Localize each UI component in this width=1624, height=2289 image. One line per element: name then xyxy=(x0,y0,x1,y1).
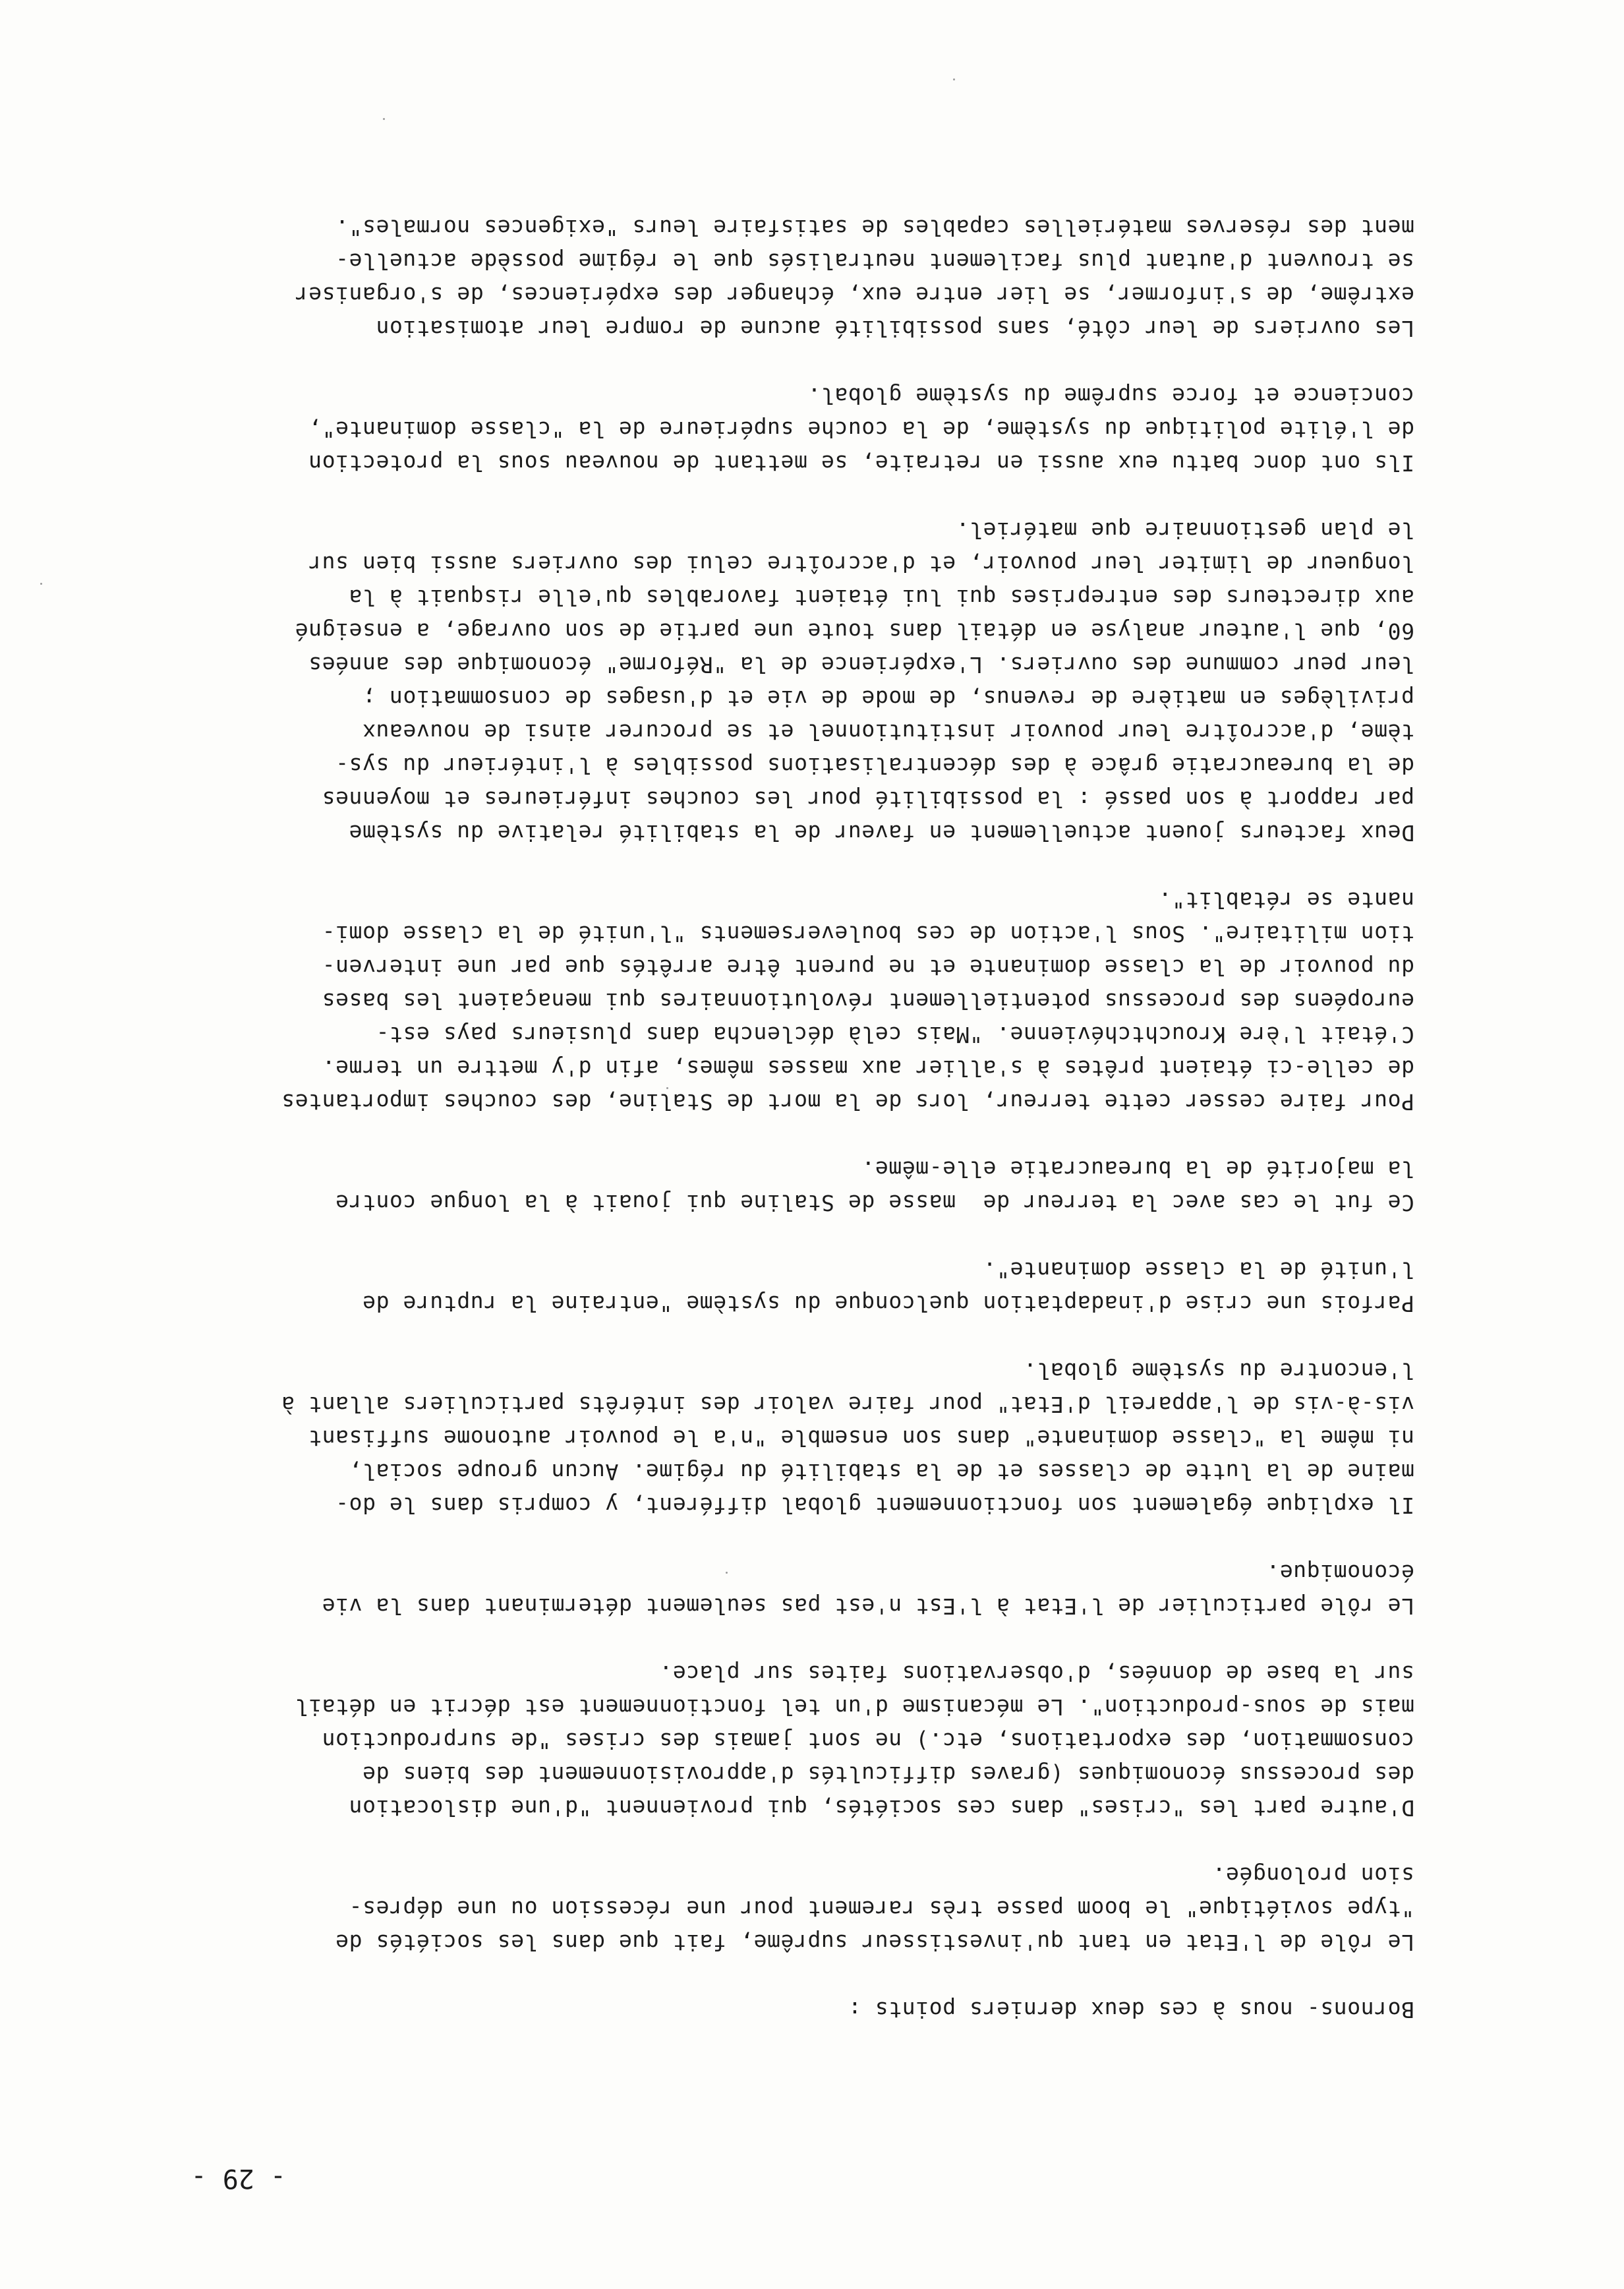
paragraph-spacer xyxy=(24,850,1414,883)
paragraph-spacer xyxy=(24,1522,1414,1556)
text-line: l'unité de la classe dominante". xyxy=(983,1257,1414,1283)
body-text xyxy=(24,211,1414,2027)
text-line: tème, d'accroître leur pouvoir institutionnel et se procurer ainsi de nouveaux xyxy=(362,719,1414,745)
text-line: vis-à-vis de l'appareil d'Etat" pour faire valoir des intérêts particuliers allant à xyxy=(281,1392,1414,1417)
text-line: par rapport à son passé : la possibilité pour les couches inférieures et moyennes xyxy=(322,787,1414,812)
page-number: - 29 - xyxy=(190,2163,286,2193)
paragraph xyxy=(24,1152,1414,1220)
text-line: se trouvent d'autant plus facilement neutralisés que le régime possède actuelle- xyxy=(335,249,1414,274)
text-line: privilèges en matière de revenus, de mode de vie et d'usages de consommation ; xyxy=(362,686,1414,711)
text-line: Deux facteurs jouent actuellement en faveur de la stabilité relative du système xyxy=(349,820,1414,846)
text-line: Le rôle particulier de l'Etat à l'Est n'est pas seulement déterminant dans la vie xyxy=(322,1593,1414,1619)
paragraph-spacer xyxy=(24,1623,1414,1657)
text-line: nante se rétablit". xyxy=(1158,887,1414,913)
paragraph-spacer xyxy=(24,1321,1414,1354)
paragraph xyxy=(24,1657,1414,1825)
paragraph xyxy=(24,1354,1414,1522)
text-line: de celle-ci étaient prêtes à s'allier aux masses mêmes, afin d'y mettre un terme. xyxy=(322,1055,1414,1081)
paragraph-spacer xyxy=(24,1220,1414,1253)
text-line: sur la base de données, d'observations faites sur place. xyxy=(658,1661,1414,1686)
text-line: de la bureaucratie grâce à des décentralisations possibles à l'intérieur du sys- xyxy=(335,753,1414,779)
text-line: la majorité de la bureaucratie elle-même. xyxy=(861,1156,1414,1182)
text-line: Parfois une crise d'inadaptation quelconque du système "entraine la rupture de xyxy=(362,1291,1414,1317)
text-line: européens des processus potentiellement révolutionnaires qui menaçaient les bases xyxy=(322,988,1414,1014)
text-line: tion militaire". Sous l'action de ces bouleversements "l'unité de la classe domi- xyxy=(322,921,1414,947)
text-line: D'autre part les "crises" dans ces sociétés, qui proviennent "d'une dislocation xyxy=(349,1795,1414,1821)
text-line: C'était l'ère Krouchtchévienne. "Mais celà déclencha dans plusieurs pays est- xyxy=(375,1022,1414,1048)
paragraph xyxy=(24,379,1414,480)
text-line: ni même la "classe dominante" dans son ensemble "n'a le pouvoir autonome suffisant xyxy=(308,1425,1414,1451)
text-line: longueur de limiter leur pouvoir, et d'accroître celui des ouvriers aussi bien sur xyxy=(308,551,1414,577)
text-line: 60, que l'auteur analyse en détail dans toute une partie de son ouvrage, a enseigné xyxy=(295,618,1414,644)
text-line: de l'élite politique du système, de la couche supérieure de la "classe dominante", xyxy=(308,417,1414,442)
text-line: du pouvoir de la classe dominante et ne purent être arrêtés que par une interven- xyxy=(322,955,1414,980)
text-line: Bornons- nous à ces deux derniers points : xyxy=(848,1997,1414,2023)
paragraph-spacer xyxy=(24,480,1414,514)
text-line: des processus économiques (graves difficultés d'approvisionnement des biens de xyxy=(362,1762,1414,1787)
paragraph-spacer xyxy=(24,1825,1414,1858)
text-line: l'encontre du système global. xyxy=(1023,1358,1414,1384)
text-line: aux directeurs des entreprises qui lui étaient favorables qu'elle risquait à la xyxy=(349,585,1414,610)
text-line: ment des réserves matérielles capables de satisfaire leurs "exigences normales". xyxy=(335,215,1414,241)
text-line: maine de la lutte de classes et de la stabilité du régime. Aucun groupe social, xyxy=(349,1459,1414,1485)
scan-speck xyxy=(726,1572,728,1574)
text-line: concience et force suprême du système global. xyxy=(807,383,1414,409)
text-line: économique. xyxy=(1265,1560,1414,1586)
scan-speck xyxy=(40,583,42,585)
text-line: leur peur commune des ouvriers. L'expérience de la "Réforme" économique des années xyxy=(308,652,1414,678)
text-line: Pour faire cesser cette terreur, lors de la mort de Staline, des couches importantes xyxy=(281,1089,1414,1115)
paragraph xyxy=(24,211,1414,345)
text-line: extrême, de s'informer, se lier entre eux, échanger des expériences, de s'organiser xyxy=(295,282,1414,308)
paragraph-spacer xyxy=(24,345,1414,379)
scan-speck xyxy=(953,78,955,80)
paragraph xyxy=(24,1253,1414,1321)
scan-speck xyxy=(666,1087,668,1089)
paragraph-spacer xyxy=(24,1119,1414,1152)
paragraph xyxy=(24,1858,1414,1959)
paragraph xyxy=(24,883,1414,1119)
text-line: Les ouvriers de leur côté, sans possibilité aucune de rompre leur atomisation xyxy=(375,316,1414,342)
text-line: "type soviétique" le boom passe très rarement pour une récession ou une dépres- xyxy=(349,1896,1414,1922)
text-line: Ils ont donc battu eux aussi en retraite, se mettant de nouveau sous la protection xyxy=(308,450,1414,476)
text-line: Il explique également son fonctionnement global différent, y compris dans le do- xyxy=(335,1493,1414,1518)
text-line: Ce fut le cas avec la terreur de masse de Staline qui jouait à la longue contre xyxy=(335,1190,1414,1216)
paragraph xyxy=(24,1993,1414,2027)
text-line: mais de sous-production". Le mécanisme d'un tel fonctionnement est décrit en détail xyxy=(295,1694,1414,1720)
text-line: sion prolongée. xyxy=(1211,1862,1414,1888)
text-line: Le rôle de l'Etat en tant qu'investisseur suprême, fait que dans les sociétés de xyxy=(335,1930,1414,1955)
paragraph-spacer xyxy=(24,1959,1414,1993)
text-line: le plan gestionnaire que matériel. xyxy=(956,518,1414,543)
scan-speck xyxy=(383,118,385,120)
paragraph xyxy=(24,1556,1414,1623)
paragraph xyxy=(24,514,1414,850)
text-line: consommation, des exportations, etc.) ne sont jamais des crises "de surproduction xyxy=(322,1728,1414,1754)
